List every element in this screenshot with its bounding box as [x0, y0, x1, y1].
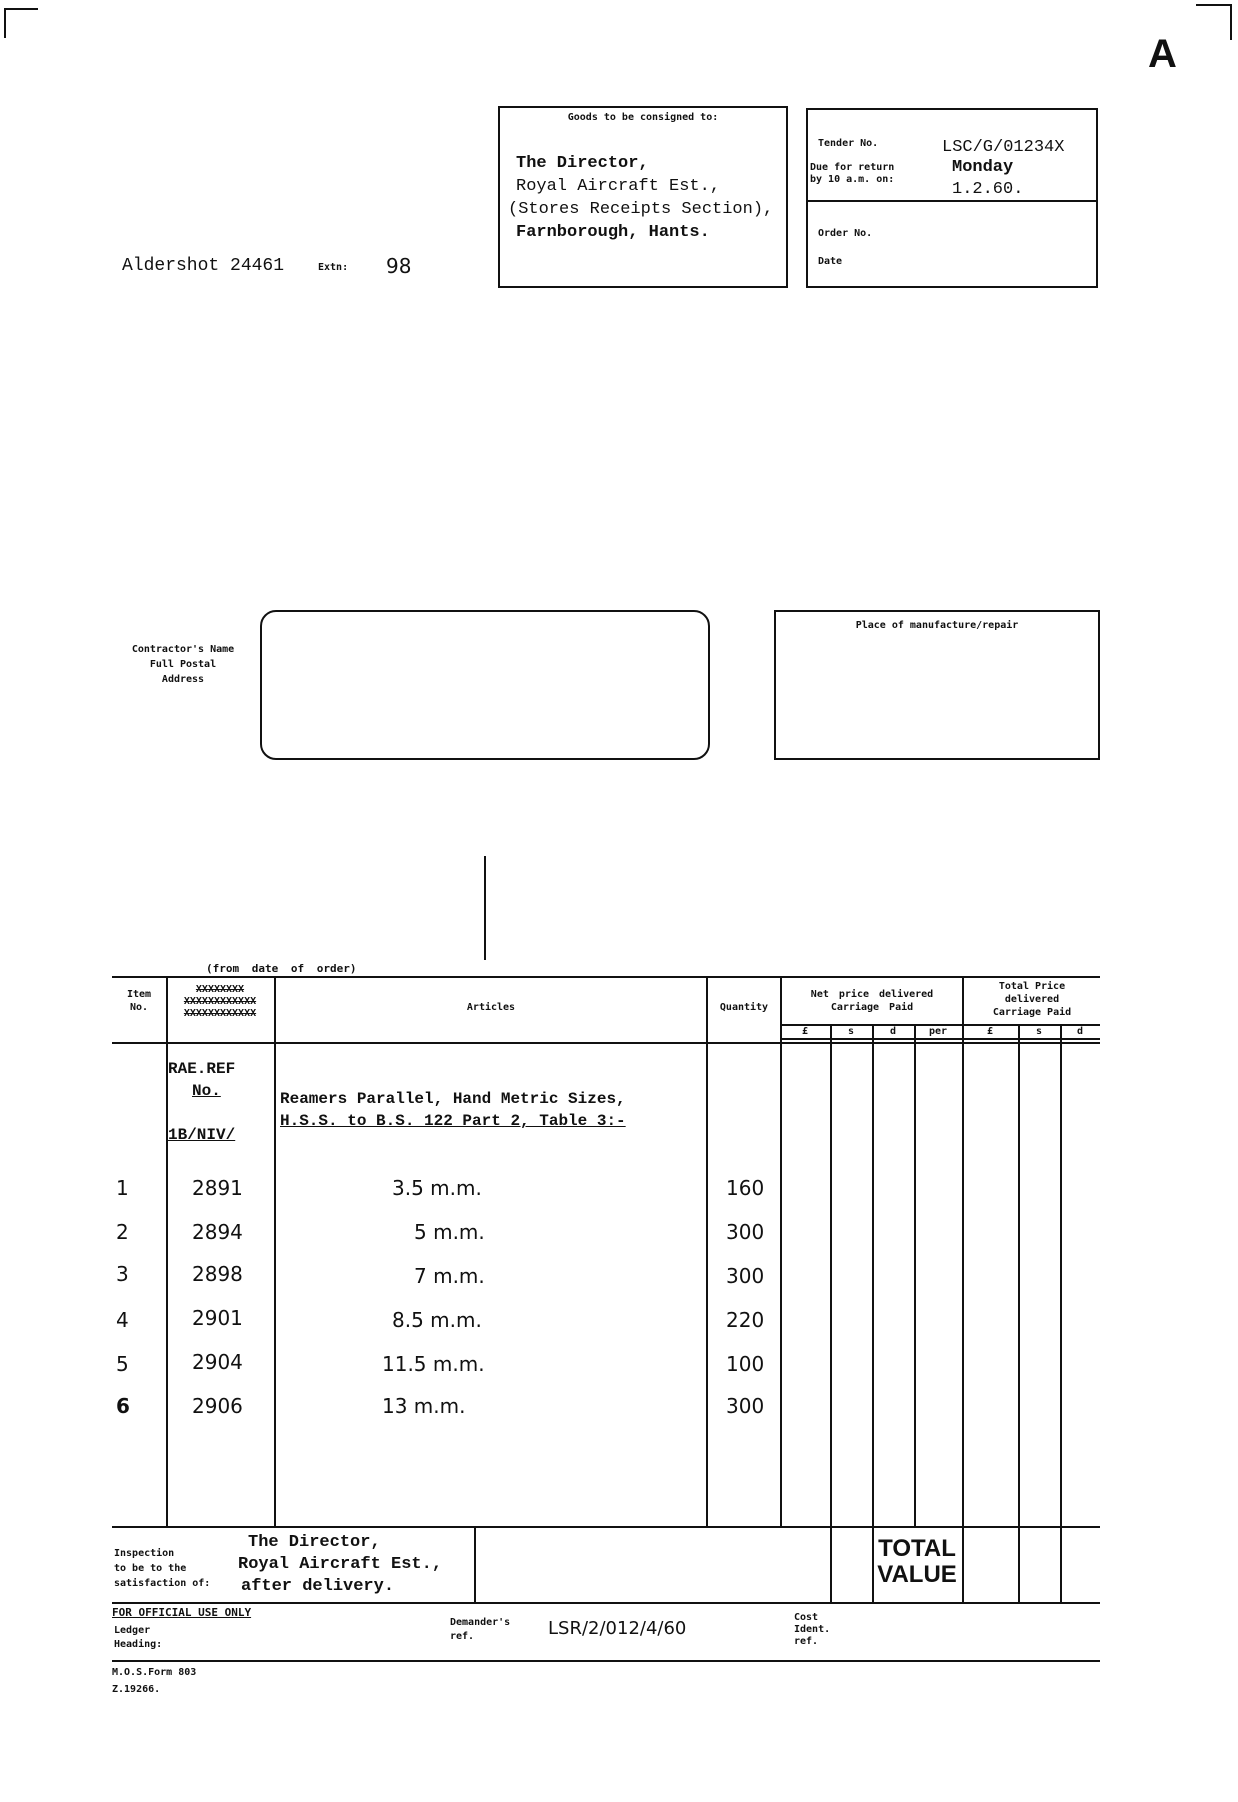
- inspection-label-line: satisfaction of:: [114, 1578, 211, 1589]
- total-price-header-line: Carriage Paid: [992, 1007, 1072, 1018]
- row-quantity: 160: [726, 1176, 765, 1200]
- inspection-line: The Director,: [248, 1533, 381, 1552]
- corner-mark-top-right: [1196, 4, 1232, 40]
- form-number: [112, 1664, 196, 1698]
- inspection-label-line: Inspection: [114, 1548, 175, 1559]
- manufacture-label: Place of manufacture/repair: [855, 620, 1019, 631]
- row-size: 11.5 m.m.: [382, 1352, 485, 1376]
- total-price-header-line: Total Price: [998, 981, 1066, 992]
- demander-ref: LSR/2/012/4/60: [548, 1618, 687, 1639]
- total-price-header-line: delivered: [1004, 994, 1060, 1005]
- contractor-label: [108, 642, 258, 687]
- inspection-authority: [238, 1532, 442, 1598]
- row-quantity: 300: [726, 1394, 765, 1418]
- row-quantity: 300: [726, 1220, 765, 1244]
- item-no-header: [112, 988, 166, 1014]
- row-ref-no: 2901: [192, 1306, 243, 1330]
- net-price-header-line: Carriage Paid: [830, 1002, 914, 1013]
- ledger-label-line: Heading:: [114, 1639, 163, 1650]
- row-size: 3.5 m.m.: [392, 1176, 482, 1200]
- col-line: [274, 976, 276, 1526]
- cost-label-line: Cost: [794, 1612, 819, 1623]
- footer-bottom-line: [112, 1660, 1100, 1662]
- ledger-heading-label: [114, 1624, 162, 1652]
- row-quantity: 220: [726, 1308, 765, 1332]
- row-ref-no: 2898: [192, 1262, 243, 1286]
- row-item-no: 3: [116, 1262, 129, 1286]
- inspection-line: Royal Aircraft Est.,: [238, 1555, 443, 1574]
- row-size: 13 m.m.: [382, 1394, 466, 1418]
- total-pound-header: £: [986, 1026, 994, 1037]
- phone-number: Aldershot 24461: [122, 256, 285, 276]
- body-bottom-line: [112, 1526, 1100, 1528]
- fold-mark: [484, 856, 486, 960]
- row-size: 5 m.m.: [414, 1220, 485, 1244]
- col-line: [872, 1024, 874, 1602]
- cost-ident-label: [794, 1612, 830, 1648]
- tender-divider: [808, 200, 1096, 202]
- row-quantity: 300: [726, 1264, 765, 1288]
- tender-number: LSC/G/01234X: [942, 138, 1065, 157]
- item-no-header-text: Item No.: [126, 989, 152, 1013]
- tender-box: [806, 108, 1098, 288]
- rae-ref-no: No.: [192, 1082, 221, 1100]
- total-value-label: [872, 1536, 962, 1588]
- net-price-header-line: Net price delivered: [810, 989, 934, 1000]
- col-line: [830, 1024, 832, 1602]
- struck-text: XXXXXXXXXXXX: [183, 996, 257, 1007]
- row-item-no: 4: [116, 1308, 129, 1332]
- total-shilling-header: s: [1035, 1026, 1043, 1037]
- inspection-bottom-line: [112, 1602, 1100, 1604]
- consignment-line: Farnborough, Hants.: [516, 223, 710, 242]
- cost-label-line: ref.: [794, 1636, 819, 1647]
- shilling-header: s: [847, 1026, 855, 1037]
- row-ref-no: 2891: [192, 1176, 243, 1200]
- articles-header: Articles: [466, 1002, 516, 1013]
- item-description-line-1: Reamers Parallel, Hand Metric Sizes,: [280, 1090, 626, 1108]
- col-line: [166, 976, 168, 1526]
- cost-label-line: Ident.: [794, 1624, 831, 1635]
- quantity-header: Quantity: [719, 1002, 769, 1013]
- inspection-line: after delivery.: [241, 1577, 395, 1596]
- consignment-title: Goods to be consigned to:: [567, 112, 719, 123]
- rae-ref-label: RAE.REF: [168, 1060, 236, 1078]
- price-subheader-line-2: [780, 1038, 1100, 1040]
- col-line: [962, 976, 964, 1602]
- manufacture-box[interactable]: [774, 610, 1100, 760]
- corner-mark-top-left: [4, 8, 38, 38]
- header-bottom-line: [112, 1042, 1100, 1044]
- ref-struck-header: [166, 984, 274, 1020]
- col-line: [780, 976, 782, 1526]
- inspection-label-line: to be to the: [114, 1563, 187, 1574]
- total-value-line: TOTAL: [878, 1535, 956, 1562]
- table-top-line: [112, 976, 1100, 978]
- page-letter: A: [1148, 32, 1177, 76]
- from-date-note: (from date of order): [206, 962, 357, 975]
- due-return-label-2: by 10 a.m. on:: [810, 174, 895, 185]
- per-header: per: [928, 1026, 948, 1037]
- due-return-label: Due for return: [810, 162, 895, 173]
- form-number-line: Z.19266.: [112, 1684, 161, 1695]
- order-date-label: Date: [818, 256, 843, 267]
- official-use-label: FOR OFFICIAL USE ONLY: [112, 1606, 252, 1619]
- tender-number-label: Tender No.: [818, 138, 879, 149]
- extension-number: 98: [386, 254, 412, 278]
- rae-ref-prefix: 1B/NIV/: [168, 1126, 236, 1144]
- consignment-line: The Director,: [516, 154, 649, 173]
- struck-text: XXXXXXXX: [195, 984, 245, 995]
- form-number-line: M.O.S.Form 803: [112, 1667, 197, 1678]
- consignment-line: (Stores Receipts Section),: [508, 200, 774, 219]
- contractor-label-line: Address: [161, 674, 205, 685]
- contractor-label-line: Full Postal: [149, 659, 217, 670]
- pound-header: £: [801, 1026, 809, 1037]
- row-quantity: 100: [726, 1352, 765, 1376]
- consignment-address: [508, 152, 774, 244]
- item-description-line-2: H.S.S. to B.S. 122 Part 2, Table 3:-: [280, 1112, 626, 1130]
- row-item-no: 6: [116, 1394, 130, 1418]
- row-ref-no: 2906: [192, 1394, 243, 1418]
- col-line: [914, 1024, 916, 1526]
- total-price-header: [964, 980, 1100, 1019]
- due-date: 1.2.60.: [952, 180, 1024, 199]
- row-size: 7 m.m.: [414, 1264, 485, 1288]
- inspection-label: [114, 1546, 210, 1591]
- total-pence-header: d: [1076, 1026, 1084, 1037]
- net-price-header: [782, 988, 962, 1014]
- row-item-no: 5: [116, 1352, 129, 1376]
- demander-label-line: ref.: [450, 1631, 475, 1642]
- contractor-address-box[interactable]: [260, 610, 710, 760]
- row-item-no: 2: [116, 1220, 129, 1244]
- consignment-box: [498, 106, 788, 288]
- ledger-label-line: Ledger: [114, 1625, 151, 1636]
- col-line: [706, 976, 708, 1526]
- col-line: [1060, 1024, 1062, 1602]
- contractor-label-line: Contractor's Name: [131, 644, 235, 655]
- inspection-divider: [474, 1526, 476, 1602]
- total-value-line: VALUE: [877, 1561, 957, 1588]
- row-item-no: 1: [116, 1176, 129, 1200]
- consignment-line: Royal Aircraft Est.,: [516, 177, 721, 196]
- row-ref-no: 2904: [192, 1350, 243, 1374]
- struck-text: XXXXXXXXXXXX: [183, 1008, 257, 1019]
- demander-label-line: Demander's: [450, 1617, 511, 1628]
- demander-ref-label: [450, 1616, 510, 1644]
- order-number-label: Order No.: [818, 228, 873, 239]
- pence-header: d: [889, 1026, 897, 1037]
- row-ref-no: 2894: [192, 1220, 243, 1244]
- row-size: 8.5 m.m.: [392, 1308, 482, 1332]
- due-day: Monday: [952, 158, 1014, 177]
- extension-label: Extn:: [318, 262, 349, 273]
- col-line: [1018, 1024, 1020, 1602]
